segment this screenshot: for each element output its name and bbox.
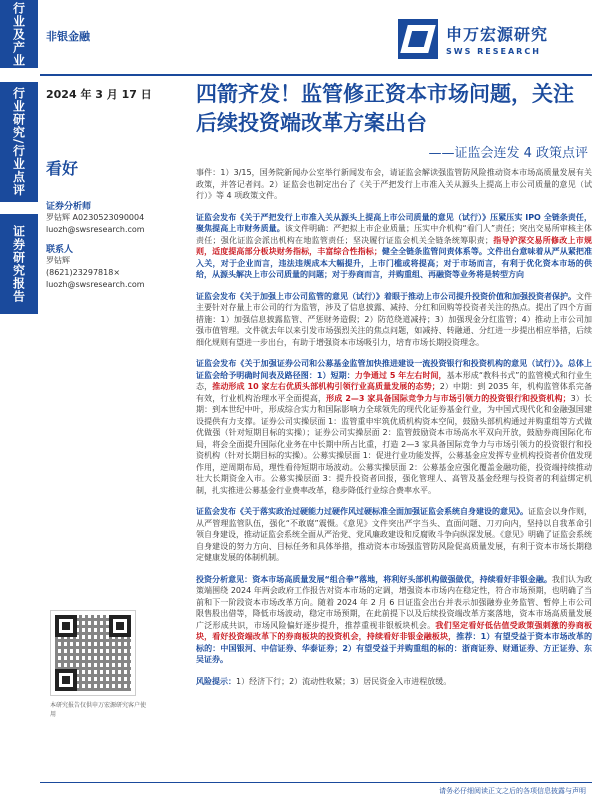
- paragraph-ipo-opinion: 证监会发布《关于严把发行上市准入关从源头上提高上市公司质量的意见（试行）》压紧压实 IPO 全链条责任，聚焦提高上市财务质量。该文件明确：严把拟上市企业质量；压实中介机构“看门人”责任；突出交易所审核主体责任；强化证监会派出机构在地监管责任；坚决履行证监会机关全链条统筹职责；指导沪深交易所修改上市规则，适度提高部分板块财务指标，丰富综合性指标；健全全链条监管问责体系等。文件出台意味着从严从紧把准入关，对于企业而言，违法违规成本大幅提升，上市门槛或将提高；对于市场而言，有利于优化资本市场的供给，从源头解决上市公司质量的问题；对于券商而言，并购重组、再融资等业务将是转型方向: [196, 212, 593, 279]
- side-tab-report-type: 行业研究/行业点评: [0, 82, 38, 202]
- contact-email-link[interactable]: luozh@swsresearch.com: [46, 280, 145, 289]
- main-content: [196, 80, 592, 687]
- paragraph-event: 事件：1）3/15，国务院新闻办公室举行新闻发布会，请证监会解读强监管防风险推动资本市场高质量发展有关政策，并答记者问。2）证监会也制定出台了《关于严把发行上市准入关从源头上提高上市公司质量的意见（试行）》等 4 项政策文件。: [196, 168, 592, 200]
- report-subtitle: ——证监会连发 4 政策点评: [428, 146, 588, 161]
- analyst-line: 罗钻辉 A0230523090004: [46, 213, 145, 222]
- paragraph-listed-company-opinion: 证监会发布《关于加强上市公司监管的意见（试行）》着眼于推动上市公司提升投资价值和加强投资者保护。文件主要针对存量上市公司的行为监管，涉及了信息披露、减持、分红和回购等投资者关注的热点。提出了四个方面措施：1）加强信息披露监管、严惩财务造假；2）防范绕道减持；3）加强现金分红监管；4）推动上市公司加强市值管理。文件就去年以来引发市场强烈关注的焦点问题，如减持、转融通、分红进一步提出相应举措，后续细化规则有望进一步出台，有助于增强资本市场吸引力，培育市场长期投资理念。: [196, 291, 592, 347]
- logo-mark-icon: [398, 19, 438, 59]
- company-logo: [398, 14, 588, 64]
- category-label: 非银金融: [46, 30, 90, 43]
- contact-title: 联系人: [46, 245, 74, 255]
- paragraph-self-building-opinion: 证监会发布《关于落实政治过硬能力过硬作风过硬标准全面加强证监会系统自身建设的意见》。证监会以身作则，从严管理监管队伍，强化“不敢腐”震慑。《意见》文件突出严字当头、直面问题、刀刃向内，坚持以自我革命引领自身建设，推动证监会系统全面从严治党、党风廉政建设和反腐败斗争向纵深发展。《意见》明确了证监会系统自身建设的努力方向、目标任务和具体举措，推动资本市场强监管防风险促高质量发展，有利于资本市场长期稳定健康发展的体制机制。: [196, 507, 592, 562]
- paragraph-investment-analysis: 投资分析意见：资本市场高质量发展“组合拳”落地，将利好头部机构做强做优，持续看好非银金融。我们认为政策端围绕 2024 年两会政府工作报告对资本市场的定调，增强资本市场内在稳定性，符合市场预期，也明确了当前和下一阶段资本市场改革方向。随着 2024 年 2 月 6 日证监会出台并表示加强融券业务监管、暂停上市公司限售股出借等，降低市场波动，稳定市场预期，在此前提下以及后续投资端改革方案落地，资本市场高质量发展广泛形成共识，市场风险偏好逐步提升，推荐重视非银板块机会。我们坚定看好低估值受政策强刺激的券商板块，看好投资端改革下的券商板块的投资机会，持续看好非银金融板块，推荐：1）有望受益于资本市场改革的标的：中国银河、中信证券、华泰证券；2）有望受益于并购重组的标的：浙商证券、财通证券、方正证券、东吴证券。: [196, 574, 593, 664]
- logo-cn-text: 申万宏源研究: [446, 25, 549, 44]
- report-title: 四箭齐发！监管修正资本市场问题，关注后续投资端改革方案出台: [196, 82, 574, 135]
- paragraph-brokerage-opinion: 证监会发布《关于加强证券公司和公募基金监管加快推进建设一流投资银行和投资机构的意见（试行）》。总体上证监会给予明确时间表及路径图：1）短期：力争通过 5 年左右时间，基本形成“教科书式”的监管模式和行业生态，推动形成 10 家左右优质头部机构引领行业高质量发展的态势；2）中期：到 2035 年，机构监管体系完备有效，行业机构治理水平全面提高，形成 2—3 家具备国际竞争力与市场引领力的投资银行和投资机构；3）长期：到本世纪中叶，形成综合实力和国际影响力全球领先的现代化证券基金行业，为中国式现代化和金融强国建设提供有力支撑。证券公司实操层面 1：监管重申牢筑优质机构资本空间，鼓励头部机构通过并购重组等方式做优做强（针对短期目标的实操）；证券公司实操层面 2：监管鼓励资本市场高水平双向开放，鼓励券商国际化布局，将会全面提升国际化业务在中长期中所占比重，打造 2—3 家具备国际竞争力与市场引领力的投资银行和投资机构（针对长期目标的实操）。公募实操层面 1：促进行业功能发挥，公募基金应发挥专业机构投资者价值发现作用，逆周期布局，理性看待短期市场波动。公募实操层面 2：公募基金应强化覆盖金融功能，投资端持续推动壮大长期资金入市。公募实操层面 3：提升投资者回报，强化管理人、高管及基金经理与投资者的利益绑定机制，扎实推进公募基金行业费率改革，稳步降低行业综合费率水平。: [196, 359, 593, 495]
- logo-en-text: SWS RESEARCH: [446, 47, 541, 56]
- report-date: 2024 年 3 月 17 日: [46, 88, 152, 101]
- footer-divider: [40, 782, 592, 783]
- side-tab-industry: 行业及产业: [0, 0, 38, 68]
- contact-phone: (8621)23297818×: [46, 268, 121, 277]
- analyst-title: 证券分析师: [46, 202, 92, 212]
- rating: 看好: [46, 159, 79, 178]
- analyst-email-link[interactable]: luozh@swsresearch.com: [46, 225, 145, 234]
- footer-disclaimer: 请务必仔细阅读正文之后的各项信息披露与声明: [439, 787, 586, 795]
- qr-code-icon: [50, 610, 136, 696]
- contact-name: 罗钻辉: [46, 256, 70, 265]
- paragraph-risk-warning: 风险提示：1）经济下行；2）流动性收紧；3）居民资金入市进程放缓。: [196, 676, 452, 686]
- header-divider: [40, 74, 592, 76]
- side-tab-securities-research: 证券研究报告: [0, 214, 38, 314]
- qr-caption: 本研究报告仅供申万宏源研究客户使用: [50, 702, 147, 718]
- left-sidebar: [46, 82, 188, 291]
